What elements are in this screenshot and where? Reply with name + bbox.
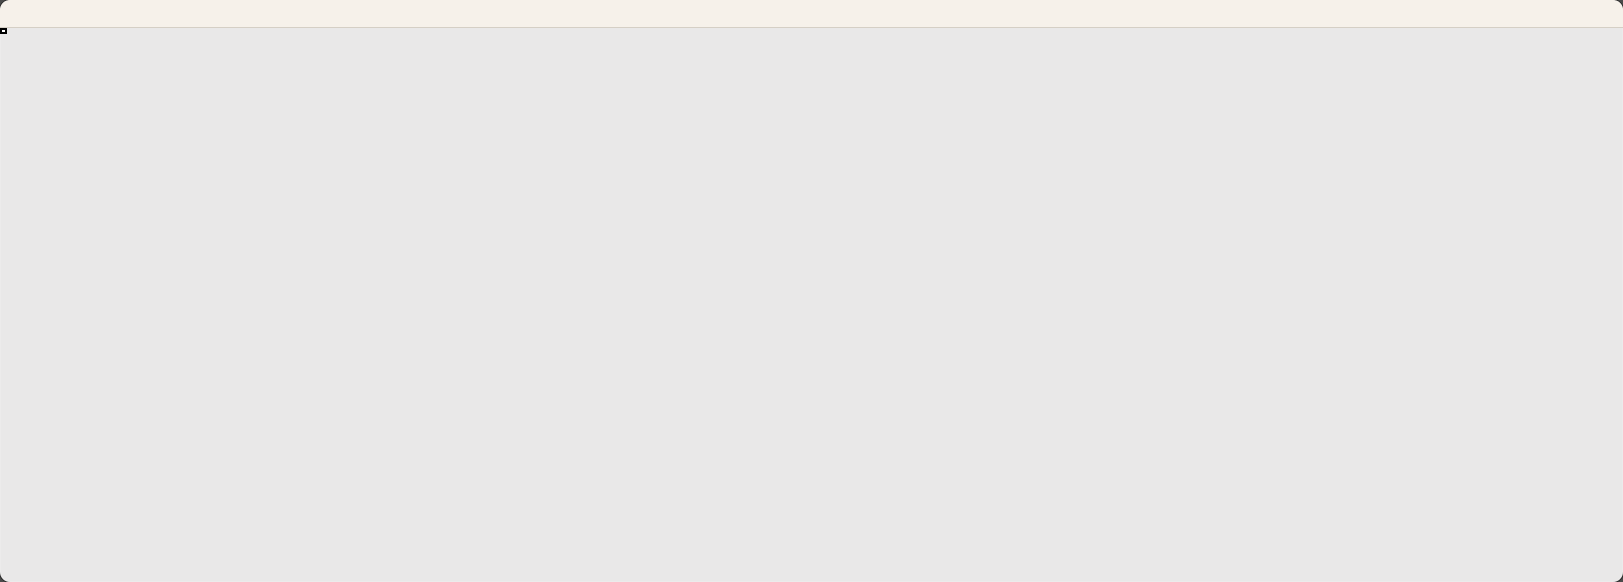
zoom-button[interactable] [53, 7, 66, 20]
close-button[interactable] [11, 7, 24, 20]
form-area [0, 28, 1623, 582]
operational-results-textarea[interactable] [0, 28, 7, 34]
traffic-lights [11, 7, 66, 20]
title-bar[interactable] [0, 0, 1623, 28]
minimize-button[interactable] [32, 7, 45, 20]
